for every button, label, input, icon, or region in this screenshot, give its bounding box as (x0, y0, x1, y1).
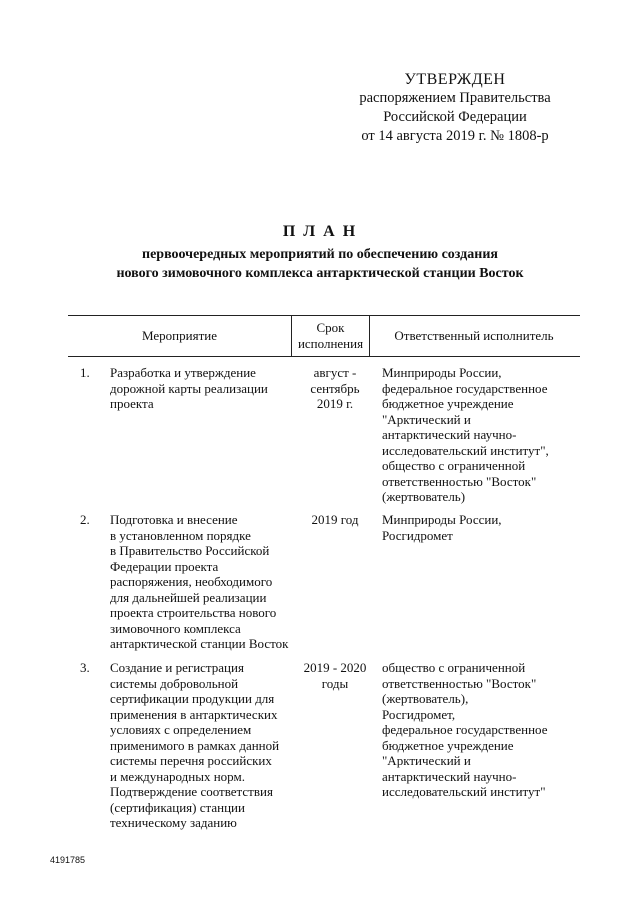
row-responsible: Минприроды России, федеральное государственное бюджетное учреждение "Арктический и антарктический научно- исследовательский институт", общество с ограниченной ответственностью "Восток" (жертвователь) (382, 365, 549, 504)
subtitle-line: первоочередных мероприятий по обеспечению создания (142, 247, 498, 262)
row-event: Подготовка и внесение в установленном порядке в Правительство Российской Федерации проекта распоряжения, необходимого для дальнейшей реализации проекта строительства нового зимовочного комплекса антарктической станции Восток (110, 512, 289, 651)
table-header (68, 315, 580, 357)
approval-line: от 14 августа 2019 г. № 1808-р (361, 128, 549, 144)
row-event: Разработка и утверждение дорожной карты реализации проекта (110, 365, 268, 411)
header-term-line: исполнения (297, 336, 364, 351)
header-term-line: Срок (316, 320, 345, 335)
row-number: 1. (80, 365, 90, 380)
row-term: 2019 - 2020 годы (303, 660, 367, 691)
row-responsible: Минприроды России, Росгидромет (382, 512, 502, 543)
subtitle-line: нового зимовочного комплекса антарктической станции Восток (116, 266, 524, 281)
approval-heading: УТВЕРЖДЕН (404, 71, 506, 88)
row-term: 2019 год (311, 512, 359, 527)
approval-line: Российской Федерации (383, 109, 527, 125)
row-number: 3. (80, 660, 90, 675)
approval-block (330, 70, 580, 146)
document-number: 4191785 (50, 855, 86, 865)
header-term (291, 316, 370, 356)
plan-title: П Л А Н (282, 223, 358, 240)
row-number: 2. (80, 512, 90, 527)
approval-line: распоряжением Правительства (359, 90, 551, 106)
row-term: август - сентябрь 2019 г. (310, 365, 360, 411)
row-event: Создание и регистрация системы добровольной сертификации продукции для применения в антарктических условиях с определением применимого в рамках данной системы перечня российских и международных норм. Подтверждение соответствия (сертификация) станции техническому заданию (110, 660, 280, 830)
header-responsible: Ответственный исполнитель (394, 328, 554, 343)
header-event: Мероприятие (142, 328, 217, 343)
plan-subtitle (60, 245, 580, 283)
row-responsible: общество с ограниченной ответственностью "Восток" (жертвователь), Росгидромет, федеральное государственное бюджетное учреждение "Арктический и антарктический научно- исследовательский институт" (382, 660, 548, 799)
